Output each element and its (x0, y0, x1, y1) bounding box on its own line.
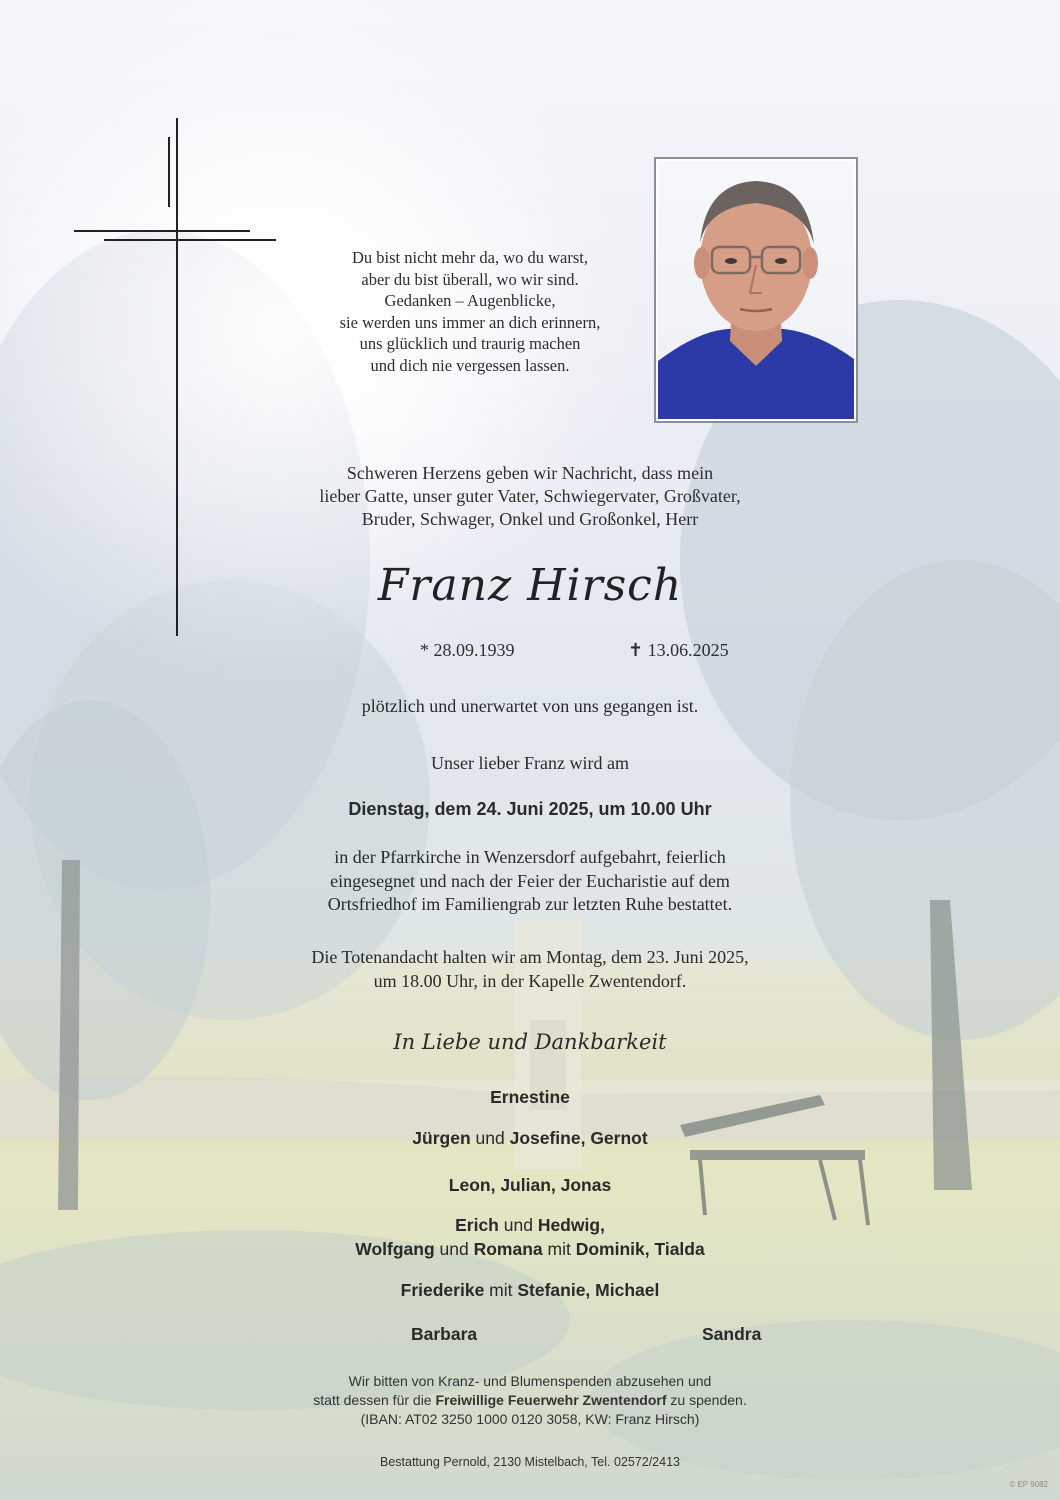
intro-line: Bruder, Schwager, Onkel und Großonkel, Herr (361, 509, 699, 529)
family-name: Ernestine (490, 1087, 570, 1107)
family-name: Hedwig, (537, 1215, 605, 1235)
funeral-date: Dienstag, dem 24. Juni 2025, um 10.00 Uhr (348, 799, 712, 819)
portrait-photo (658, 161, 854, 419)
family-name: Leon, Julian, Jonas (448, 1175, 612, 1195)
intro-line: Schweren Herzens geben wir Nachricht, dass mein (346, 463, 714, 483)
donation-note (0, 1372, 1060, 1429)
vigil-line: Die Totenandacht halten wir am Montag, dem 23. Juni 2025, (311, 947, 749, 967)
note-line: (IBAN: AT02 3250 1000 0120 3058, KW: Franz Hirsch) (360, 1411, 700, 1427)
template-code: © EP 9082 (1009, 1480, 1048, 1489)
family-name: Josefine, Gernot (509, 1128, 648, 1148)
family-connector: und (434, 1239, 474, 1259)
poem-line: aber du bist überall, wo wir sind. (361, 269, 579, 289)
cross-line-main-vertical (176, 118, 178, 636)
portrait-frame (654, 157, 858, 423)
family-connector: und (498, 1215, 538, 1235)
family-line (0, 1128, 1060, 1149)
cross-line-upper-horizontal (74, 230, 250, 232)
family-name: Wolfgang (355, 1239, 435, 1259)
ceremony-line: eingesegnet und nach der Feier der Eucharistie auf dem (330, 870, 730, 891)
ceremony-text (0, 846, 1060, 917)
ceremony-line: Ortsfriedhof im Familiengrab zur letzten Ruhe bestattet. (327, 894, 733, 914)
dankbarkeit-heading: In Liebe und Dankbarkeit (393, 1030, 667, 1054)
death-date: ✝ 13.06.2025 (628, 640, 729, 660)
poem-line: uns glücklich und traurig machen (359, 334, 581, 354)
deceased-name: Franz Hirsch (377, 560, 683, 611)
family-line (0, 1239, 1060, 1260)
note-line: Wir bitten von Kranz- und Blumenspenden abzusehen und (348, 1373, 712, 1389)
poem (300, 247, 640, 377)
family-name: Erich (455, 1215, 499, 1235)
announce-text: Unser lieber Franz wird am (431, 753, 629, 773)
family-name-barbara: Barbara (411, 1324, 478, 1344)
note-text: zu spenden. (666, 1392, 747, 1408)
cross-line-lower-horizontal (104, 239, 276, 241)
family-line (0, 1280, 1060, 1301)
note-beneficiary: Freiwillige Feuerwehr Zwentendorf (435, 1392, 667, 1408)
family-line (0, 1215, 1060, 1236)
announcement-intro (0, 462, 1060, 531)
note-line (0, 1391, 1060, 1410)
family-line (0, 1087, 1060, 1108)
vigil-text (0, 946, 1060, 993)
family-connector: und (470, 1128, 510, 1148)
family-connector: mit (542, 1239, 576, 1259)
undertaker-footer: Bestattung Pernold, 2130 Mistelbach, Tel. 02572/2413 (380, 1455, 680, 1469)
family-name: Friederike (400, 1280, 485, 1300)
family-line (0, 1175, 1060, 1196)
family-name: Romana (473, 1239, 543, 1259)
family-name: Stefanie, Michael (517, 1280, 660, 1300)
birth-date: * 28.09.1939 (420, 640, 515, 660)
cross-line-left-vertical (168, 137, 170, 207)
poem-line: Du bist nicht mehr da, wo du warst, (351, 248, 588, 267)
family-name: Jürgen (412, 1128, 471, 1148)
vigil-line: um 18.00 Uhr, in der Kapelle Zwentendorf. (373, 970, 687, 991)
family-name-sandra: Sandra (702, 1324, 762, 1344)
ceremony-line: in der Pfarrkirche in Wenzersdorf aufgebahrt, feierlich (334, 847, 726, 867)
passed-away-text: plötzlich und unerwartet von uns gegangen ist. (361, 696, 699, 716)
family-connector: mit (484, 1280, 518, 1300)
poem-line: sie werden uns immer an dich erinnern, (339, 312, 601, 332)
family-name: Dominik, Tialda (575, 1239, 705, 1259)
poem-line: Gedanken – Augenblicke, (384, 291, 556, 311)
poem-line: und dich nie vergessen lassen. (370, 355, 570, 375)
note-text: statt dessen für die (313, 1392, 436, 1408)
intro-line: lieber Gatte, unser guter Vater, Schwiegervater, Großvater, (319, 486, 741, 506)
